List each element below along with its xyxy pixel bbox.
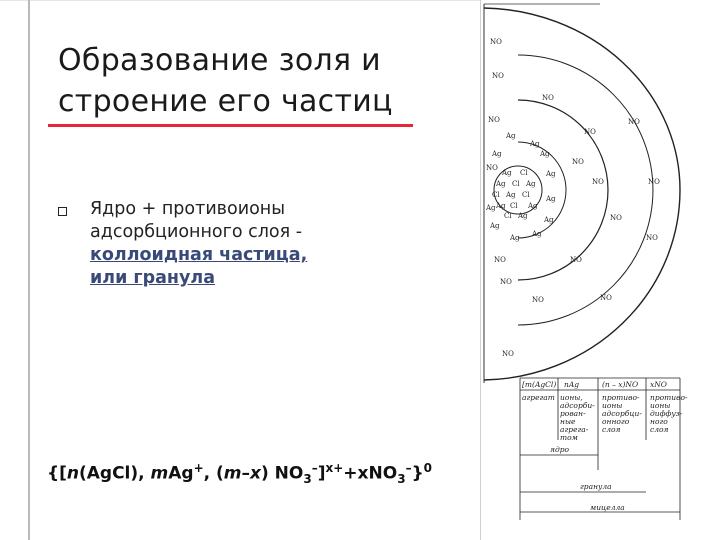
title-line-2: строение его частиц: [58, 84, 393, 119]
svg-text:NO: NO: [488, 116, 500, 124]
svg-text:Cl: Cl: [492, 191, 500, 199]
svg-text:NO: NO: [572, 158, 584, 166]
svg-text:NO: NO: [502, 350, 514, 358]
svg-text:NO: NO: [532, 296, 544, 304]
svg-text:(n – x)NO: (n – x)NO: [602, 380, 639, 389]
svg-text:мицелла: мицелла: [590, 503, 625, 512]
svg-text:Ag: Ag: [502, 169, 512, 177]
svg-text:NO: NO: [490, 38, 502, 46]
svg-text:[m(AgCl): [m(AgCl): [522, 380, 557, 389]
slide-title: [58, 40, 478, 122]
micelle-formula: {[n(AgCl), mAg+, (m–x) $NO_3^-]^{x+}+xNO_3^-\}^0$: [47, 461, 433, 487]
svg-text:Ag: Ag: [530, 140, 540, 148]
svg-text:NO: NO: [494, 256, 506, 264]
title-line-1: Образование золя и: [58, 43, 381, 78]
svg-text:том: том: [560, 433, 578, 442]
svg-text:Cl: Cl: [504, 212, 512, 220]
svg-text:Cl: Cl: [520, 169, 528, 177]
svg-text:слоя: слоя: [650, 425, 669, 434]
svg-text:NO: NO: [610, 214, 622, 222]
aggregate-core-ions: [492, 169, 538, 220]
svg-text:nAg: nAg: [564, 380, 580, 389]
svg-text:Cl: Cl: [522, 191, 530, 199]
granule-link[interactable]: или гранула: [90, 268, 216, 288]
svg-text:гранула: гранула: [580, 482, 612, 491]
svg-text:Cl: Cl: [512, 180, 520, 188]
svg-text:Ag: Ag: [546, 195, 556, 203]
square-bullet-icon: [58, 207, 67, 216]
svg-text:Ag: Ag: [490, 222, 500, 230]
svg-text:диффуз-: диффуз-: [650, 409, 683, 418]
svg-text:слоя: слоя: [602, 425, 621, 434]
svg-text:Ag: Ag: [544, 216, 554, 224]
svg-text:Ag: Ag: [526, 180, 536, 188]
svg-text:противо-: противо-: [602, 393, 640, 402]
svg-text:NO: NO: [492, 72, 504, 80]
svg-text:противо-: противо-: [650, 393, 688, 402]
svg-text:Ag: Ag: [506, 191, 516, 199]
micelle-structure-diagram: [480, 0, 720, 540]
svg-text:ные: ные: [560, 417, 576, 426]
svg-text:Ag: Ag: [496, 180, 506, 188]
svg-text:NO: NO: [648, 178, 660, 186]
bullet-text: [90, 198, 360, 290]
svg-text:Ag: Ag: [492, 150, 502, 158]
left-border-line: [28, 0, 30, 540]
svg-text:агрегат: агрегат: [522, 393, 555, 402]
svg-text:NO: NO: [584, 128, 596, 136]
svg-text:ядро: ядро: [550, 445, 570, 454]
svg-text:Ag: Ag: [496, 202, 506, 210]
svg-text:ного: ного: [650, 417, 668, 426]
svg-text:онного: онного: [602, 417, 630, 426]
svg-text:Ag: Ag: [528, 202, 538, 210]
bullet-line-1: Ядро + противоионы: [90, 199, 286, 219]
svg-text:Ag: Ag: [546, 170, 556, 178]
svg-text:NO: NO: [628, 118, 640, 126]
svg-text:xNO: xNO: [650, 380, 667, 389]
svg-text:NO: NO: [570, 256, 582, 264]
svg-text:адсорби-: адсорби-: [560, 401, 595, 410]
svg-text:адсорбци-: адсорбци-: [602, 409, 642, 418]
svg-text:NO: NO: [592, 178, 604, 186]
svg-text:NO: NO: [542, 94, 554, 102]
colloid-particle-link[interactable]: коллоидная частица,: [90, 245, 308, 265]
svg-text:ионы: ионы: [650, 401, 671, 410]
svg-text:Cl: Cl: [510, 202, 518, 210]
title-underline: [48, 124, 413, 127]
svg-text:NO: NO: [646, 234, 658, 242]
svg-text:Ag: Ag: [518, 212, 528, 220]
svg-text:NO: NO: [500, 278, 512, 286]
svg-text:NO: NO: [600, 294, 612, 302]
svg-text:агрега-: агрега-: [560, 425, 589, 434]
svg-text:ионы: ионы: [602, 401, 623, 410]
svg-text:рован-: рован-: [560, 409, 586, 418]
svg-text:Ag: Ag: [532, 230, 542, 238]
svg-text:Ag: Ag: [486, 204, 496, 212]
svg-text:NO: NO: [486, 164, 498, 172]
svg-text:Ag: Ag: [506, 132, 516, 140]
svg-text:ионы,: ионы,: [560, 393, 583, 402]
svg-text:Ag: Ag: [540, 150, 550, 158]
bullet-line-2: адсорбционного слоя -: [90, 222, 303, 242]
svg-text:Ag: Ag: [510, 234, 520, 242]
